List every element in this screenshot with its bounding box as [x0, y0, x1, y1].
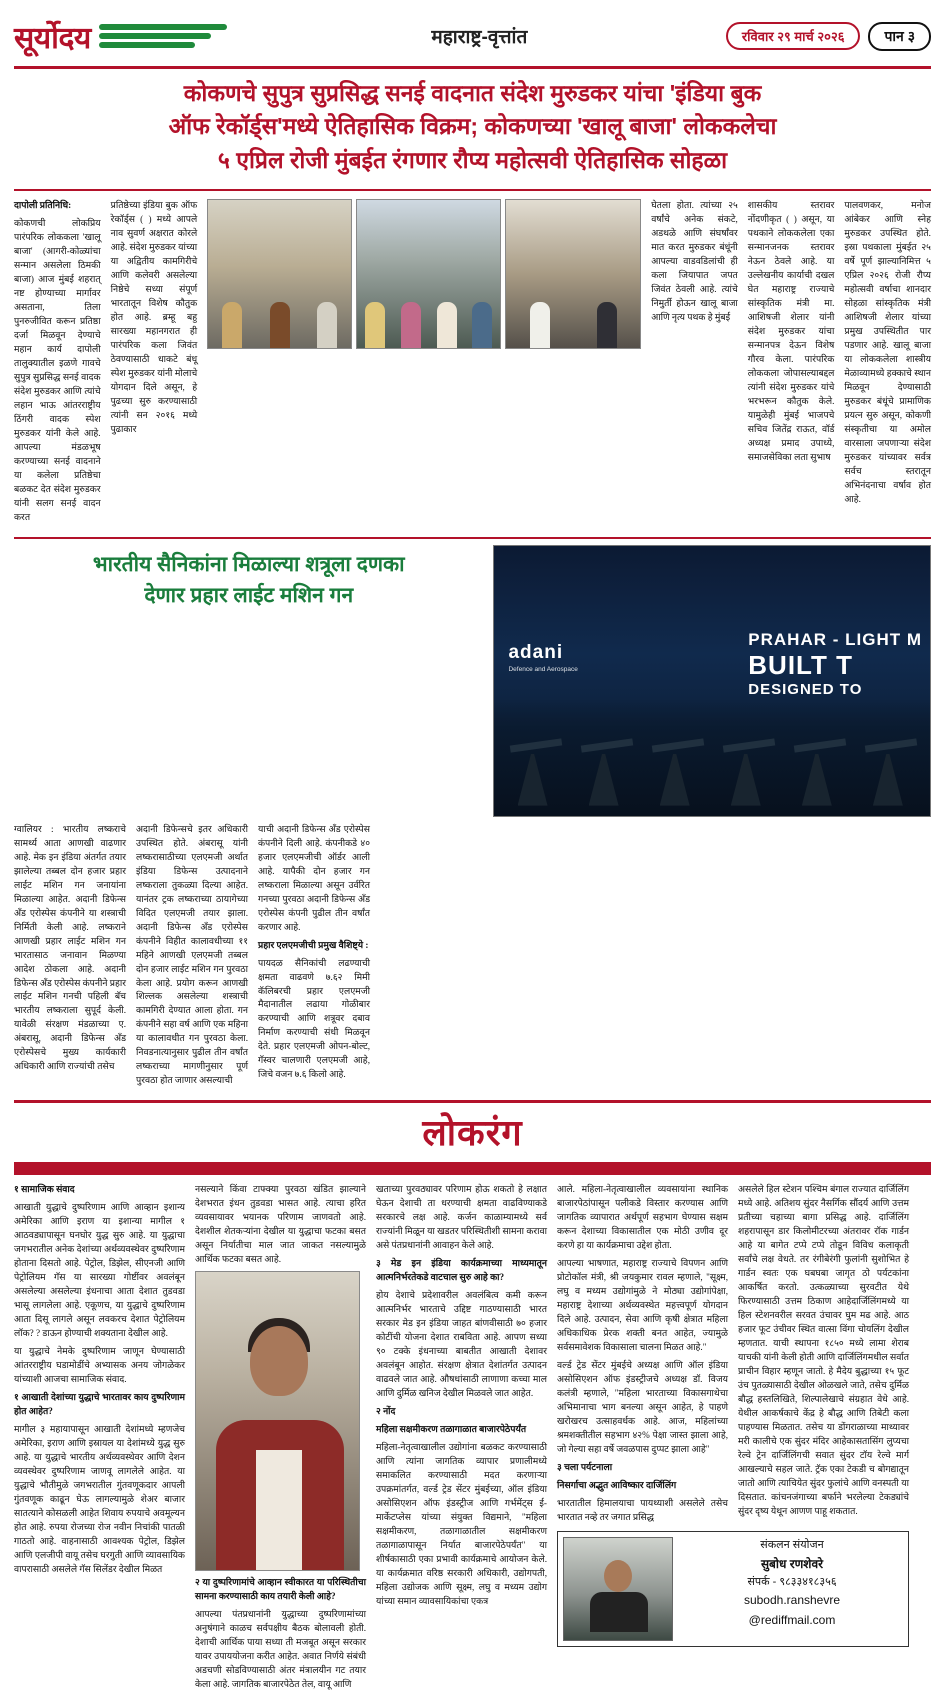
second-story-column-6 [624, 823, 736, 1093]
adani-brand-text: adani [508, 641, 564, 663]
lokrang-subhead-1: १ सामाजिक संवाद [14, 1184, 75, 1195]
lokrang-question-2: २ या दुष्परिणामांचे आव्हान स्वीकारत या परिस्थितीचा सामना करण्यासाठी काय तयारी केली आहे? [195, 1577, 366, 1602]
top-story-column-6 [844, 199, 931, 529]
lokrang-text-2b: आपल्या पंतप्रधानांनी युद्धाच्या दुष्परिणामांच्या अनुषंगाने काळच सर्वपक्षीय बैठक बोलावली होती. देशाची आर्थिक पाया सध्या ती मजबूत असून सरकार यावर उपाययोजना करीत आहेत. अवात निर्णये संबंधी अडचणी सोडविण्यासाठी अंतर मंत्रालयीन गट तयार केला आहे. जागतिक बाजारपेठेत तेल, वायू आणि [195, 1609, 366, 1690]
lokrang-text-4d: भारतातील हिमालयाचा पायथ्याशी असलेले तसेच भारतात नव्हे तर जगात प्रसिद्ध [557, 1498, 728, 1523]
contact-person: सुबोध रणशेवरे [760, 1556, 824, 1571]
second-story-subhead: प्रहार एलएमजीची प्रमुख वैशिष्ट्ये : [258, 939, 369, 950]
lokrang-red-bar [14, 1165, 931, 1175]
lead-headline-line-2: ऑफ रेकॉर्ड्स'मध्ये ऐतिहासिक विक्रम; कोकणच्या 'खालू बाजा' लोककलेचा [168, 113, 777, 140]
second-story-header [14, 545, 931, 817]
lokrang-text-5a: असलेले हिल स्टेशन पश्चिम बंगाल राज्यात दार्जिलिंग मध्ये आहे. अतिशय सुंदर नैसर्गिक सौंदर्य आणि उत्तम प्रतीच्या चहाच्या बागा प्रसिद्ध आहे. दार्जिलिंग शहरापासून डार किलोमीटरच्या अंतरावर रॉक गार्डन आहे या बागेत टप्पे टप्पे तोडून विविध कलाकृती सर्वांचे लक्ष वेधते. तर रंगीबेरंगी फुलांनी सुशोभित हे गार्डन स्वतः एक घबघबा जागृत ठो पर्यटकांना आकर्षित करतो. उत्कळ्याच्या सुरवटीत येथे फिरण्यासाठी उत्तम ठिकाण आहेदार्जिलिंगमध्ये या हिल स्टेशनवरील सरवत उंचावर घुम मढ आहे. आठ हजार फूट उंचीवर स्थित वात्सा विंगा चोयलिंग देखील म्हणतात. याची स्थापना १८५० मध्ये लामा शेराब याचकी यांनी केली होती आणि दार्जिलिंगमधील सर्वात प्राचीन विहार म्हणून जातो. हे मैदेय बुद्धाच्या १५ फूट उंच पुतळ्यासाठी देखील ओळखले जाते, तसेच दुर्मिळ बौद्ध हस्तलिखिते, शिल्पालेखाचे संग्रहात वेधे आहे. येथील आकर्षकाचे केंद्र हे बौद्ध आणि तिबेटी कला पाहण्यास मिळतात. तसेच या डोंगराळाच्या माथ्यावर मरी कालीचे एक सुंदर मंदिर आहेकासतासिंग लुप्यचा रेल्वे ट्रेन दार्जिलिंगची सवात सुंदर टॉय रेल्वे मार्ग आखल्याचे सहल जाते. ट्रॅक एका टेकडी च बोगद्यातून जातो आणि त्याचियेत सुंदर फुलांचे आणि वनस्पती या दिसतात. कांचनजंगाच्या बर्फाने भरलेल्या टेकड्यांचे सुंदर दृष्य येथून आणण पाहू शकतात. [738, 1184, 909, 1517]
masthead-decor-bars [99, 24, 227, 48]
photo-figures [208, 259, 351, 348]
photo-group [356, 199, 501, 349]
top-story [14, 199, 931, 529]
photo-figures [357, 259, 500, 348]
lokrang-column-5 [738, 1183, 909, 1696]
photo-interview-subject [195, 1271, 360, 1571]
second-story-headline-line-1: भारतीय सैनिकांना मिळाल्या शत्रूला दणका [92, 552, 405, 576]
lokrang-text-3a: खताच्या पुरवठ्यावर परिणाम होऊ शकतो हे लक्षात घेऊन देशाची ता धरण्याची क्षमता वाढविण्याकडे सरकारचे लक्ष आहे. कर्जन काळाम्यामध्ये सर्व राज्यांनी मिळून या खडतर परिस्थितीशी सामना करावा असे पंतप्रधानांनी आवाहन केले आहे. [376, 1184, 547, 1251]
top-story-text-1: कोकणची लोकप्रिय पारंपरिक लोककला 'खालू बाजा' (आगरी-कोळ्यांचा सन्मान असलेला ठिमकी बाजा) आज मुंबई शहरात् नष्ट होण्याच्या मार्गावर असताना, तिला पुनरुजीवित करून प्रतिष्ठा दर्जा मिळवून देण्याचे महान कार्य दापोली तालुक्यातील इळणे गावचे सुपुत्र सुप्रसिद्ध सनई वादक संदेश मुरुडकर आणि त्यांचे लहान भाऊ आंतरराष्ट्रीय ठिंगरी वादक स्पेश मुरुडकर यांनी केले आहे. आपल्या मंडळभूष करण्याच्या सनई वादनाने या कलेला प्रतिष्ठेचा बळकट देत संदेश मुरुडकर यांनी सलग सनई वादन करत [14, 218, 101, 522]
lokrang-text-1c: मागील ३ महायापासून आखाती देशांमध्ये म्हणजेच अमेरिका, इराण आणि इस्रायल या देशांमध्ये युद्ध सुरु आहे. या युद्धाचे भारतीय अर्थव्यवस्थेवर आणि देशन व्यवस्थेवर दुष्परिणाम जाणवू लागलेले आहेत. या युद्धाचे भौतीमुळे जगभरातील गुंतवणूकदार आपली गुंतवणूक काढून घेऊ लागल्यामुळे शेअर बाजार सातत्याने कोसळली आहेत शिवाय रुपयाचे अवमूल्यन होत आहे. रुपया रोजच्या रोज नवीन निचांकी पातळी गाठतो आहे. वाहनासाठी आवश्यक पेट्रोल, डिझेल आणि एलजीपी वायू तसेच घरगुती आणि व्यावसायिक वापरासाठी असलेले गॅस सिलेंडर देखील मिळत [14, 1424, 185, 1574]
lokrang-text-3b: होय देशाचे प्रदेशावरील अवलंबित्व कमी करून आत्मनिर्भर भारताचे उद्दिष्ट गाठण्यासाठी भारत सरकार मेड इन इंडिया जाहत बांणवीसाठी ७० हजार कोटींची योजना देशात राबविता आहे. आपण सध्या ९० टक्के इंधनाच्या बाबतीत आखाती देशावर अवलंबून आहोत. संरक्षण क्षेत्रात देशांतर्गत उत्पादन वाढवले जात आहे. औषधांसाठी लाणाणा कच्चा माल आणि दुर्मिळ खनिज देखील मिळवले जात आहेत. [376, 1290, 547, 1399]
second-story-text-2: अदानी डिफेन्सचे इतर अधिकारी उपस्थित होते. अंबरासू यांनी लष्करासाठीच्या एलएमजी अर्थात इंडिया डिफेन्स उत्पादनाने लष्कराला तुकळ्या दिल्या आहेत. यानंतर ट्रक लष्कराच्या ठायागेच्या विदित एलएमजी तयार झाला. अदानी डिफेन्स अँड एरोस्पेस कंपनीने विहीत कालावधीच्या ११ महिने आणखी एलएमजी तब्बल दोन हजार लाईट मशिन गन पुरवठा केला आहे. प्रयोग करून आणखी शिल्लक असलेल्या शस्त्राची कामगिरी देण्यात आला होता. गन कंपनीने सहा वर्ष आणि एक महिना या कालावधीत गन पुरवठा केला. निवडनात्यानुसार पुढील तीन वर्षांत लष्कराच्या मागणीनुसार पूर्ण पुरवठा होत जाणार असल्याची [136, 823, 248, 1086]
adani-brand-subtext: Defence and Aerospace [508, 665, 578, 673]
lokrang-text-4c: वर्ल्ड ट्रेड सेंटर मुंबईचे अध्यक्ष आणि ऑल इंडिया असोसिएशन ऑफ इंडस्ट्रीजचे अध्यक्ष डॉ. विजय कलंत्री म्हणाले, "महिला भारताच्या विकासगाथेचा अभिमानाचा भाग बनल्या असून आहेत, हे पाहणे खरोखरच उत्साहवर्धक आहे. आज, महिलांच्या श्रमशक्तीतील सहभाग ४२% पेक्षा जास्त झाला आहे, जो गेल्या सहा वर्षे जवळपास दुप्पट झाला आहे" [557, 1360, 728, 1455]
second-story-column-1 [14, 823, 126, 1093]
contact-email-line-1[interactable]: subodh.ranshevre [743, 1593, 841, 1608]
banner-line-1: PRAHAR - LIGHT M [748, 629, 922, 649]
byline: दापोली प्रतिनिधि: [14, 200, 72, 211]
section-title-wrap [233, 23, 726, 49]
lokrang-title: लोकरंग [422, 1112, 523, 1154]
issue-date: रविवार २९ मार्च २०२६ [726, 22, 861, 50]
contact-email-line-2[interactable]: @rediffmail.com [748, 1612, 836, 1627]
lokrang-subhead-women: महिला सक्षमीकरण तळागाळात बाजारपेठेपर्यंत [376, 1424, 527, 1435]
masthead [14, 10, 931, 62]
adani-logo [508, 642, 577, 675]
lokrang-text-1a: आखाती युद्धाचे दुष्परिणाम आणि आव्हान इशान्य अमेरिका आणि इराण या इशान्या मागील १ आठवड्यापासून घनघोर युद्ध सुरु आहे. या युद्धाचा जगभरातील अनेक देशांच्या अर्थव्यवस्थेवर दुष्परिणाम होताना दिसतो आहे. पेट्रोल, डिझेल, सीएनजी आणि पेट्रोलियम गॅस या सारख्या गोष्टींवर अवलंबून असलेल्या असलेल्या इंधनाचा आता देशात तुडवडा भासू लागलेला आहे. एकूणच, या युद्धाचे दुष्परिणाम आता दिसू लागले असून लवकरच देशात पेट्रोलियम लॉक? ? डाऊन होण्याची शक्यताना देखील आहे. [14, 1202, 185, 1339]
top-story-text-4: घेतला होता. त्यांच्या २५ वर्षांचे अनेक संकटे, अडथळे आणि संघर्षांवर मात करत मुरुडकर बंधूंनी आपल्या वाडवडिलांची ही कला जियापात जपत जिवंत ठेवली आहे. त्यांचे निमुर्ती होऊन खालू बाजा आणि नृत्य पथक हे मुंबई [651, 200, 738, 322]
banner-line-3: DESIGNED TO [748, 680, 863, 698]
lead-divider [14, 189, 931, 191]
photo-editor-portrait [563, 1537, 673, 1641]
lokrang-text-2a: नसल्याने किंवा टाफ्क्या पुरवठा खंडित झाल्याने देशभरात इंधन तुडवडा भासत आहे. त्याचा हरित व्यवसायावर भयानक परिणाम जाणवतो आहे. देशशील शेतकऱ्यांना देखील या युद्धाचा फटका बसत असून निर्यातीचा माल जात जाकत नसल्यामुळे आर्थिक फटका बसत आहे. [195, 1184, 366, 1265]
top-story-photos [207, 199, 641, 529]
second-story-column-7 [746, 823, 858, 1093]
lokrang-banner [14, 1100, 931, 1165]
page-number: पान ३ [868, 22, 931, 51]
top-story-column-1 [14, 199, 101, 529]
second-story [14, 537, 931, 1093]
top-story-column-4 [651, 199, 738, 529]
top-story-text-2: प्रतिष्ठेच्या इंडिया बुक ऑफ रेकॉर्ड्स ( ) मध्ये आपले नाव सुवर्ण अक्षरात कोरले आहे. संदेश मुरुडकर यांच्या या अद्वितीय कामगिरीचे आणि कलेवरी असलेल्या निष्ठेचे सध्या संपूर्ण भारतातून विशेष कौतुक होत आहे. ब्रम्हू बहु सारख्या महानगरात ही पारंपरिक कला जिवंत ठेवण्यासाठी धाकटे बंधू स्पेश मुरुडकर यांनी मोलाचे योगदान दिले असून, हे पुढच्या सुरु करण्यासाठी त्यांनी सन २०१६ मध्ये पुढाकार [110, 200, 198, 434]
lead-headline-line-1: कोकणचे सुपुत्र सुप्रसिद्ध सनई वादनात संदेश मुरुडकर यांचा 'इंडिया बुक [183, 80, 762, 106]
lokrang-question-3: ३ मेड इन इंडिया कार्यक्रमाच्या माध्यमातून आत्मनिर्भरतेकडे वाटचाल सुरु आहे का? [376, 1258, 547, 1283]
photo-felicitation [505, 199, 641, 349]
lokrang-question-1: १ आखाती देशांच्या युद्धाचे भारतावर काय दुष्परिणाम होत आहेत? [14, 1392, 185, 1417]
second-story-headline-line-2: देणार प्रहार लाईट मशिन गन [144, 584, 354, 608]
second-story-column-4 [380, 823, 492, 1093]
lokrang-column-3 [376, 1183, 547, 1696]
section-title: महाराष्ट्र-वृत्तांत [431, 27, 528, 48]
second-story-text-3b: पायदळ सैनिकांची लढण्याची क्षमता वाढवणे ७.६२ मिमी कॅलिबरची प्रहार एलएमजी मैदानातील लढाया गोळीबार करण्याची आणि शत्रूवर दबाव निर्माण करण्याची संधी मिळवून देते. प्रहार एलएमजी ओपन-बोल्ट, गॅस्वर चालणारी एलएमजी आहे, जिचे वजन ७.६ किलो आहे. [258, 957, 370, 1080]
contact-role: संकलन संयोजन [760, 1539, 824, 1552]
lokrang-subhead-note: २ नोंद [376, 1406, 396, 1417]
lokrang-text-3c: महिला-नेतृत्वाखालील उद्योगांना बळकट करण्यासाठी आणि त्यांना जागतिक व्यापार प्रणालीमध्ये समाकलित करण्यासाठी मदत करणाऱ्या उपक्रमांतर्गत, वर्ल्ड ट्रेड सेंटर मुंबईच्या, ऑल इंडिया असोसिएशन ऑफ इंडस्ट्रीज आणि गर्भमेंट्स ई-मार्केटप्लेस यांच्या संयुक्त विद्यमाने, "महिला सक्षमीकरण, तळागाळातील सक्षमीकरण तळागाळापासून निर्यात बाजारपेठेपर्यंत" या शीर्षकासाठी एका प्रभावी कार्यक्रमाचे आयोजन केले. या कार्यक्रमात वरिष्ठ सरकारी अधिकारी, उद्योगपती, महिला उद्योजक आणि सूक्ष्म, लघु व मध्यम उद्योग यांच्या समान व्यावसायिकांचा एकत्र [376, 1442, 547, 1606]
lokrang-text-1b: या युद्धाचे नेमके दुष्परिणाम जाणून घेण्यासाठी आंतरराष्ट्रीय घडामोडींचे अभ्यासक अनय जोगळेकर यांच्याशी आजचा सामाजिक संवाद. [14, 1346, 185, 1385]
second-story-column-5 [502, 823, 614, 1093]
banner-text [748, 630, 922, 698]
lokrang-column-2 [195, 1183, 366, 1696]
lokrang-column-1 [14, 1183, 185, 1696]
machine-gun-row [494, 698, 930, 816]
lokrang-text-4b: आपल्या भाषणात, महाराष्ट्र राज्याचे विपणन आणि प्रोटोकॉल मंत्री, श्री जयकुमार रावल म्हणाले, "सूक्ष्म, लघु व मध्यम उद्योगांमुळे ने मोठ्या उद्योगांपेक्षा, महाराष्ट्र देशाच्या अर्थव्यवस्थेत महत्त्वपूर्ण योगदान दिले आहे. उत्पादन, सेवा आणि कृषी क्षेत्रात महिला अधिकाधिक प्रेरक शक्ती बनत आहेत, ज्यामुळे सर्वसमावेशक विकासाला चालना मिळत आहे." [557, 1258, 728, 1353]
second-story-column-3 [258, 823, 370, 1093]
banner-line-2: BUILT T [748, 649, 853, 680]
top-story-text-6: पालवणकर, मनोज आंबेकर आणि स्नेह मुरुडकर उपस्थित होते. इस्रा पथकाला मुंबईत २५ वर्षे पूर्ण झाल्यानिमित्त ५ एप्रिल २०२६ रोजी रौप्य महोत्सवी वर्षाचा शानदार सोहळा सांस्कृतिक मंत्री आशिषजी शेलार यांच्या प्रमुख उपस्थितीत पार पडणार आहे. खालू बाजा या लोककलेला शास्त्रीय मेळाव्यामध्ये हक्काचे स्थान मिळवून देण्यासाठी मुरुडकर बंधूंचे प्रामाणिक प्रयत्न सुरु असून, कोकणी संस्कृतीचा या अमोल वारसाला जपणाऱ्या संदेश मुरुडकर यांच्यावर सर्वत्र सर्वच स्तरातून अभिनंदनाचा वर्षाव होत आहे. [844, 200, 931, 504]
publication-logo: सूर्योदय [14, 21, 91, 55]
lokrang-text-4a: आले. महिला-नेतृत्वाखालील व्यवसायांना स्थानिक बाजारपेठांपासून पलीकडे विस्तार करण्यास आणि जागतिक व्यापारात अर्थपूर्ण सहभाग घेण्यास सक्षम करून देशाच्या विकासातील एक मोठी उणीव दूर करणे हा या कार्यक्रमाचा उद्देश होता. [557, 1184, 728, 1251]
top-story-column-5 [748, 199, 835, 529]
lead-headline-line-3: ५ एप्रिल रोजी मुंबईत रंगणार रौप्य महोत्सवी ऐतिहासिक सोहळा [217, 146, 728, 173]
lokrang-title-wrap [14, 1103, 931, 1162]
contact-phone: संपर्क - ९८३३४१८३५६ [747, 1575, 837, 1588]
photo-figures [506, 259, 640, 348]
lokrang-section [14, 1183, 931, 1696]
second-story-text-1: ग्वालियर : भारतीय लष्कराचे सामर्थ्य आता आणखी वाढणार आहे. मेक इन इंडिया अंतर्गत तयार झालेल्या तब्बल दोन हजार प्रहार लाईट मशिन गन जनायांना मिळाल्या आहेत. अदानी डिफेन्स अँड एरोस्पेस कंपनीने या शस्त्राची निर्मिती केली आहे. लष्कराने आणखी प्रहार लाईट मशिन गन भारतासाठ जनावान मिळण्या आदेश ठोकला आहे. अदानी डिफेन्स अँड एरोस्पेस कंपनीने प्रहार लाईट मशिन गनची पहिली बॅच भारतीय लष्कराला सुपूर्द केली. यावेळी संरक्षण मंडळाच्या ए. अंबरासू, अदानी डिफेन्स अँड एरोस्पेसचे मुख्य कार्यकारी अधिकारी आणि राज्यांची तसेच [14, 823, 126, 1072]
photo-row [207, 199, 641, 349]
second-story-headline [14, 545, 483, 817]
top-story-column-2 [111, 199, 198, 529]
lead-headline-block [14, 69, 931, 183]
photo-award-ceremony [207, 199, 352, 349]
lokrang-subhead-darjeeling: निसर्गाचा अद्भुत आविष्कार दार्जिलिंग [557, 1480, 677, 1491]
photo-prahar-lmg [493, 545, 931, 817]
second-story-text-3: याची अदानी डिफेन्स अँड एरोस्पेस कंपनीने दिली आहे. कंपनीकडे ४० हजार एलएमजीची ऑर्डर आली आहे. यापैकी दोन हजार गन लष्कराला मिळाल्या असून उर्वरित गनच्या पुरवठा अदानी डिफेन्स अँड एरोस्पेस कंपनी पुढील तीन वर्षांत करणार आहे. [258, 823, 370, 932]
top-story-text-5: शासकीय स्तरावर नोंदणीकृत ( ) असून, या पथकाने लोककलेला एका सन्मानजनक स्तरावर नेऊन ठेवले आहे. या उल्लेखनीय कार्याची दखल घेत महाराष्ट्र राज्याचे सांस्कृतिक मंत्री मा. आशिषजी शेलार यांनी संदेश मुरुडकर यांचा सन्मानपत्र देऊन विशेष गौरव केला. पारंपरिक लोककला जोपासल्याबद्दल त्यांनी संदेश मुरुडकर यांचे भरभरून कौतुक केले. यामुळेही मुंबई भाजपचे सचिव जितेंद्र राऊत, वॉर्ड अध्यक्ष प्रमाद उपाध्ये, समाजसेविका लता सुभाष [747, 200, 835, 462]
second-story-columns [14, 823, 931, 1093]
lokrang-subhead-travel: ३ चला पर्यटनाला [557, 1462, 613, 1473]
second-story-column-2 [136, 823, 248, 1093]
